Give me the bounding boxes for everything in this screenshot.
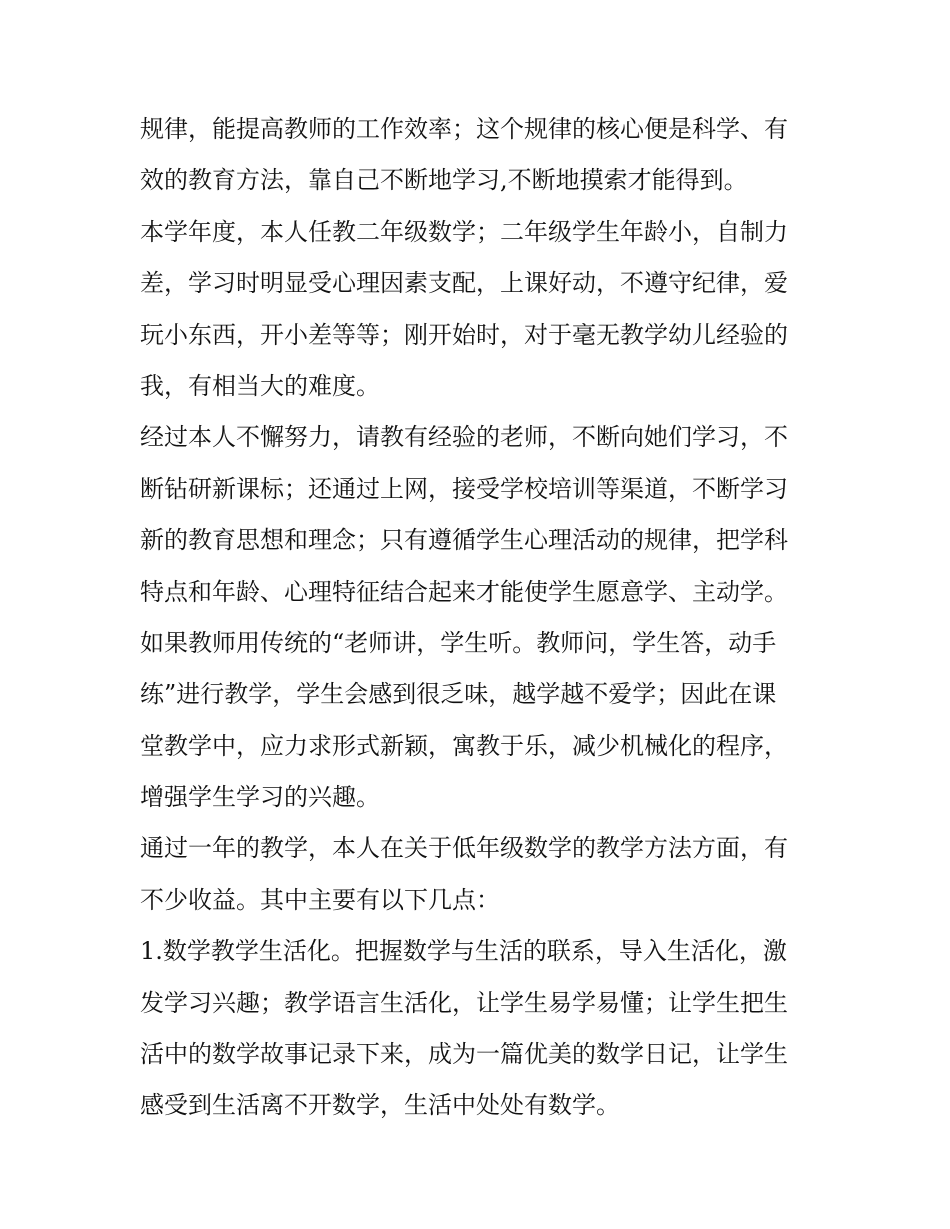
- document-body: [140, 104, 812, 1132]
- text-line: 经过本人不懈努力，请教有经验的老师，不断向她们学习，不: [140, 423, 788, 452]
- text-line: 增强学生学习的兴趣。: [140, 783, 380, 812]
- text-line: 新的教育思想和理念；只有遵循学生心理活动的规律，把学科: [140, 526, 788, 555]
- text-line: 通过一年的教学，本人在关于低年级数学的教学方法方面，有: [140, 834, 788, 863]
- text-line: 堂教学中，应力求形式新颖，寓教于乐，减少机械化的程序，: [140, 731, 788, 760]
- text-line: 活中的数学故事记录下来，成为一篇优美的数学日记，让学生: [140, 1040, 788, 1069]
- text-line: 发学习兴趣；教学语言生活化，让学生易学易懂；让学生把生: [140, 988, 788, 1017]
- text-line: 效的教育方法，靠自己不断地学习,不断地摸索才能得到。: [140, 166, 748, 195]
- text-line: 差，学习时明显受心理因素支配，上课好动，不遵守纪律，爱: [140, 269, 788, 298]
- text-line: 我，有相当大的难度。: [140, 371, 380, 400]
- text-line: 断钻研新课标；还通过上网，接受学校培训等渠道，不断学习: [140, 474, 788, 503]
- text-line: 玩小东西，开小差等等；刚开始时，对于毫无教学幼儿经验的: [140, 320, 788, 349]
- text-line: 本学年度，本人任教二年级数学；二年级学生年龄小，自制力: [140, 217, 788, 246]
- text-line: 如果教师用传统的“老师讲，学生听。教师问，学生答，动手: [140, 628, 777, 657]
- text-line: 感受到生活离不开数学，生活中处处有数学。: [140, 1091, 620, 1120]
- text-line: 不少收益。其中主要有以下几点：: [140, 885, 500, 914]
- text-line: 练”进行教学，学生会感到很乏味，越学越不爱学；因此在课: [140, 680, 777, 709]
- text-line: 特点和年龄、心理特征结合起来才能使学生愿意学、主动学。: [140, 577, 788, 606]
- text-line: 1.数学教学生活化。把握数学与生活的联系，导入生活化，激: [140, 937, 787, 966]
- text-line: 规律，能提高教师的工作效率；这个规律的核心便是科学、有: [140, 115, 788, 143]
